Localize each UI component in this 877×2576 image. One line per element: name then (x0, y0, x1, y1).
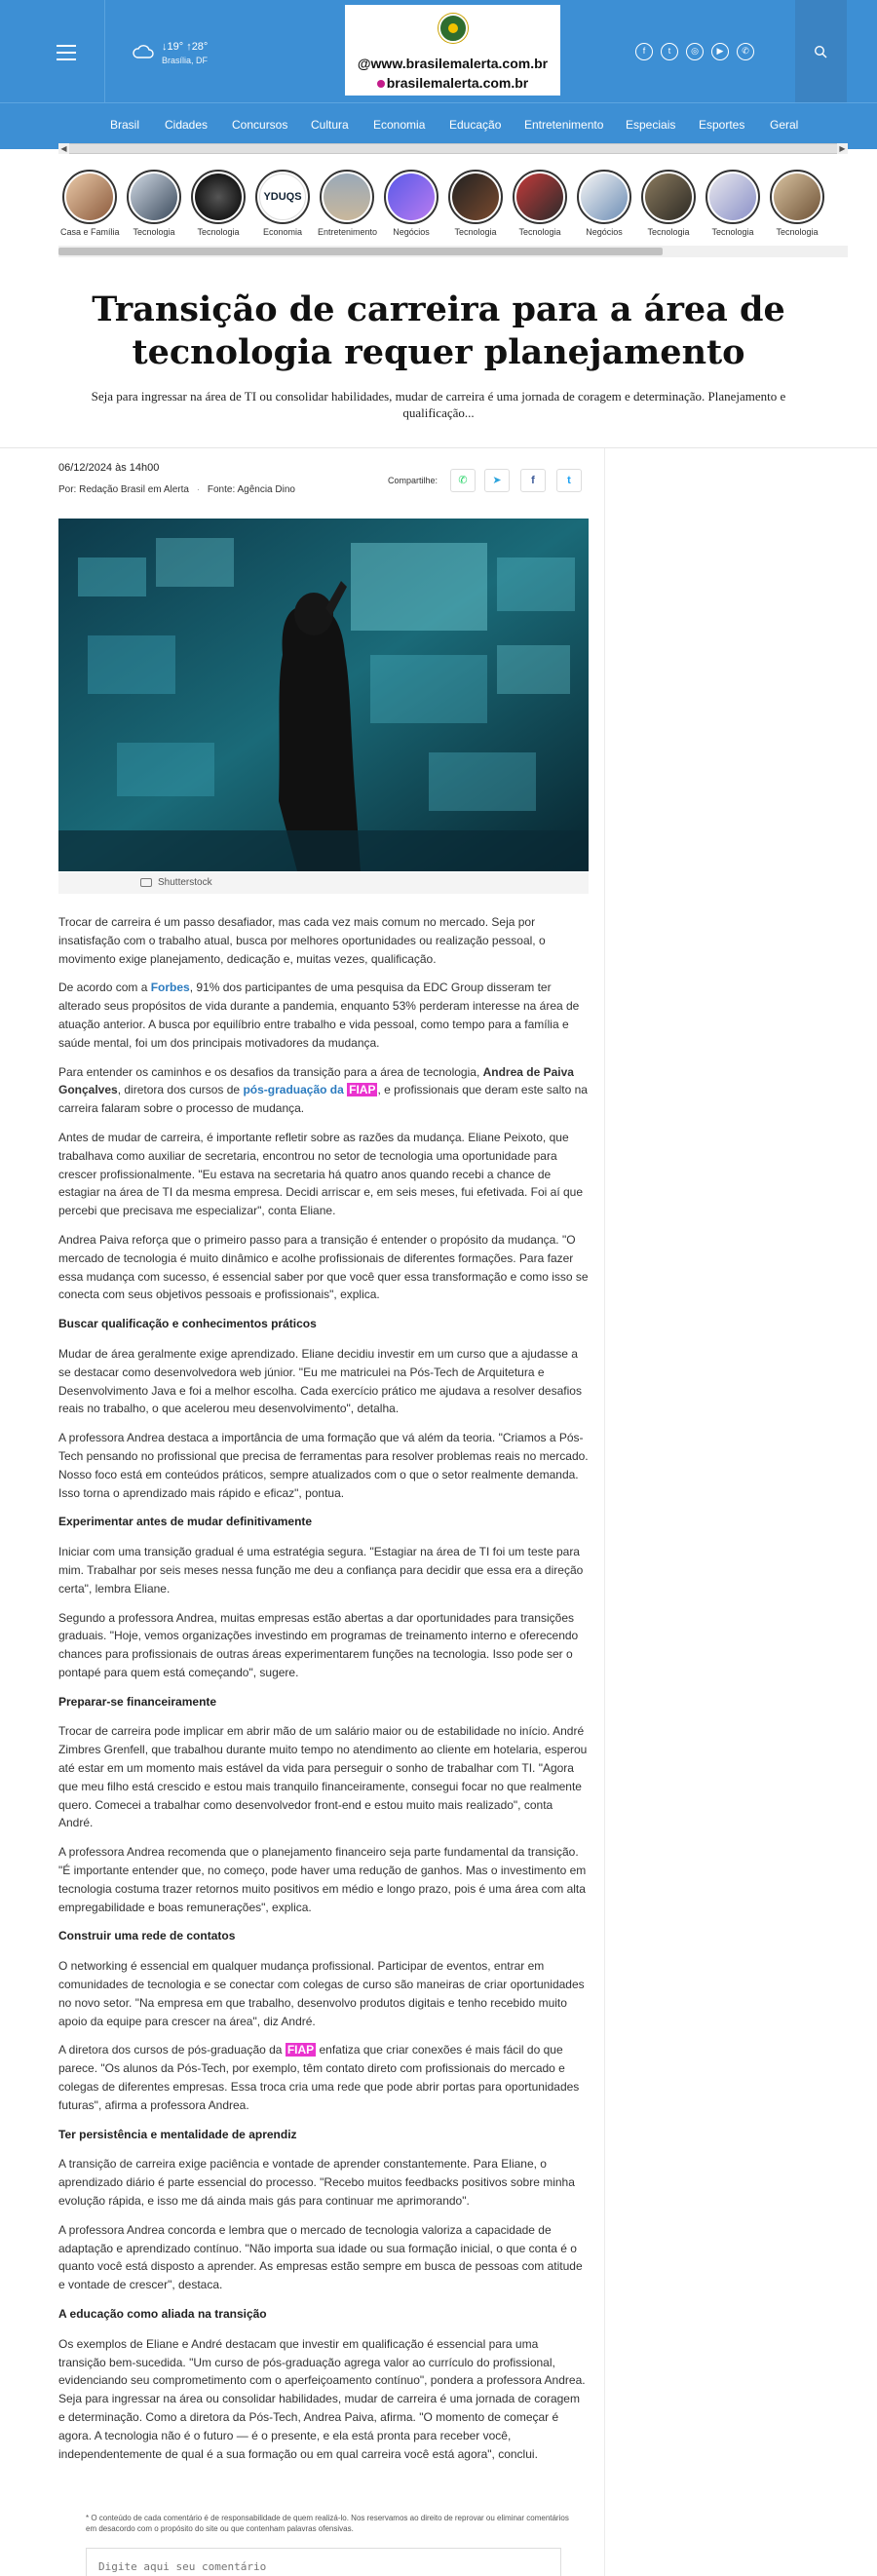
search-icon[interactable] (814, 45, 827, 58)
site-logo[interactable] (345, 5, 560, 96)
paragraph: A professora Andrea recomenda que o planejamento financeiro seja parte fundamental da transição. "É importante entender que, no começo, pode haver uma redução de ganhos. Mas o investimento em tecnologia costuma trazer retornos muito positivos em médio e longo prazo, pois é uma área com alta empregabilidade e boas remunerações", explica. (58, 1845, 587, 1914)
nav-item-geral[interactable]: Geral (770, 118, 799, 132)
section-heading: Preparar-se financeiramente (58, 1694, 217, 1709)
story-item[interactable]: Entretenimento (318, 170, 376, 237)
weather-temps: ↓19° ↑28° (162, 41, 209, 53)
paragraph: Para entender os caminhos e os desafios da transição para a área de tecnologia, Andrea de Paiva Gonçalves, diretora dos cursos de pós-graduação da FIAP , e profissionais que deram este salto na carreira falaram sobre o processo de mudança. (58, 1064, 588, 1116)
paragraph: Os exemplos de Eliane e André destacam que investir em qualificação é essencial para uma transição bem-sucedida. "Um curso de pós-graduação agrega valor ao currículo do profissional, evidenciando seu comprometimento com o aperfeiçoamento contínuo", pondera a professora Andrea. Seja para ingressar na área ou consolidar habilidades, mudar de carreira é uma jornada de coragem e determinação. Como a diretora da Pós-Tech, Andrea Paiva, afirma. "O momento de começar é agora. A tecnologia não é o futuro — é o presente, e ela está pronta para receber você, independentemente de qual é a sua formação ou em qual carreira você está agora", conclui. (58, 2336, 586, 2461)
paragraph: A transição de carreira exige paciência e vontade de aprender constantemente. Para Eliane, o aprendizado diário é parte essencial do processo. "Recebo muitos feedbacks positivos sobre minha evolução rápida, e isso me dá ainda mais gás para continuar me aprimorando". (58, 2157, 575, 2209)
sidebar-divider (604, 448, 605, 2576)
paragraph: Andrea Paiva reforça que o primeiro passo para a transição é entender o propósito da mudança. "O mercado de tecnologia é muito dinâmico e acolhe profissionais de diferentes formações. Para fazer essa mudança com sucesso, é essencial saber por que você quer essa transformação e como isso se conecta com seus objetivos pessoais e profissionais", explica. (58, 1232, 589, 1302)
story-item[interactable]: Casa e Família (60, 170, 119, 237)
story-item[interactable]: YDUQS Economia (253, 170, 312, 237)
top-header (0, 0, 877, 102)
forbes-link[interactable]: Forbes (150, 980, 190, 995)
facebook-share-icon[interactable]: f (520, 469, 546, 492)
search-area[interactable] (795, 0, 847, 102)
nav-item-esportes[interactable]: Esportes (699, 118, 745, 132)
paragraph: Mudar de área geralmente exige aprendizado. Eliane decidiu investir em um curso que a ajudasse a se destacar como desenvolvedora web júnior. "Eu me matriculei na Pós-Tech de Arquitetura e Desenvolvimento Java e foi a melhor escolha. Cada exercício prático me ajudava a resolver desafios reais no trabalho, o que acelerou meu desenvolvimento", detalha. (58, 1346, 582, 1416)
twitter-icon[interactable]: t (661, 43, 678, 60)
story-item[interactable]: Tecnologia (768, 170, 826, 237)
category-nav (0, 102, 877, 153)
nav-scrollbar[interactable] (58, 143, 848, 154)
hero-illustration (58, 519, 589, 871)
paragraph: Iniciar com uma transição gradual é uma estratégia segura. "Estagiar na área de TI foi um teste para mim. Trabalhar por seis meses nessa função me deu a confiança para decidir que essa era a direção certa", lembra Eliane. (58, 1545, 584, 1596)
logo-emblem (438, 14, 468, 43)
paragraph: A diretora dos cursos de pós-graduação da FIAP enfatiza que criar conexões é mais fácil do que parece. "Os alunos da Pós-Tech, por exemplo, têm contato direto com profissionais do mercado e colegas de diferentes empresas. Essa troca cria uma rede que pode abrir portas para oportunidades futuras", afirma a professora Andrea. (58, 2043, 580, 2112)
scrollbar-thumb[interactable] (58, 248, 663, 255)
nav-item-cultura[interactable]: Cultura (311, 118, 349, 132)
publish-date: 06/12/2024 às 14h00 (58, 462, 160, 474)
article-title: Transição de carreira para a área de tecnologia requer planejamento (92, 289, 785, 372)
telegram-share-icon[interactable]: ➤ (484, 469, 510, 492)
youtube-icon[interactable]: ▶ (711, 43, 729, 60)
story-item[interactable]: Tecnologia (639, 170, 698, 237)
story-item[interactable]: Negócios (575, 170, 633, 237)
logo-text-1: @www.brasilemalerta.com.br (357, 56, 549, 71)
whatsapp-icon[interactable]: ✆ (737, 43, 754, 60)
twitter-share-icon[interactable]: t (556, 469, 582, 492)
instagram-icon[interactable]: ◎ (686, 43, 704, 60)
share-label: Compartilhe: (388, 476, 438, 485)
section-heading: A educação como aliada na transição (58, 2307, 267, 2321)
author-name: Redação Brasil em Alerta (79, 484, 189, 495)
story-item[interactable]: Tecnologia (189, 170, 248, 237)
camera-icon (140, 878, 152, 887)
comment-box[interactable] (86, 2548, 561, 2576)
source-name: Agência Dino (237, 484, 295, 495)
section-heading: Ter persistência e mentalidade de aprendiz (58, 2127, 297, 2141)
article-body (58, 913, 589, 2474)
paragraph: O networking é essencial em qualquer mudança profissional. Participar de eventos, entrar em comunidades de tecnologia e se conectar com colegas de curso são maneiras de criar oportunidades no novo setor. "Na empresa em que trabalho, desenvolvo produtos digitais e tenho recebido muito apoio da equipe para crescer na área", diz André. (58, 1959, 585, 2028)
section-heading: Experimentar antes de mudar definitivamente (58, 1515, 313, 1529)
article-subtitle: Seja para ingressar na área de TI ou consolidar habilidades, mudar de carreira é uma jornada de coragem e determinação. Planejamento e qualificação... (91, 389, 786, 420)
scroll-right-icon[interactable]: ▶ (837, 143, 848, 154)
pos-graduacao-link[interactable]: pós-graduação da (243, 1083, 344, 1097)
menu-icon[interactable] (57, 45, 76, 60)
paragraph: De acordo com a Forbes, 91% dos participantes de uma pesquisa da EDC Group disseram ter alterado seus propósitos de vida durante a pandemia, enquanto 53% perderam interesse na área de atuação anterior. A busca por equilíbrio entre trabalho e vida pessoal, como tempo para a família e saúde mental, foi um dos principais motivadores da mudança. (58, 980, 580, 1050)
story-item[interactable]: Tecnologia (704, 170, 762, 237)
paragraph: A professora Andrea concorda e lembra que o mercado de tecnologia valoriza a capacidade de adaptação e aprendizado contínuo. "Não importa sua idade ou sua formação inicial, o que conta é o quanto você está disposto a aprender. As empresas estão sempre em busca de pessoas com atitude e vontade de crescer", destaca. (58, 2222, 583, 2292)
nav-item-cidades[interactable]: Cidades (165, 118, 209, 132)
paragraph: Trocar de carreira é um passo desafiador, mas cada vez mais comum no mercado. Seja por insatisfação com o trabalho atual, busca por melhores oportunidades ou realização pessoal, o movimento exige planejamento, dedicação e, muitas vezes, qualificação. (58, 915, 546, 966)
story-item[interactable]: Negócios (382, 170, 440, 237)
comments-notice: * O conteúdo de cada comentário é de responsabilidade de quem realizá-lo. Nos reservamos ao direito de reprovar ou eliminar comentários em desacordo com o propósito do site ou que contenham palavras ofensivas. (86, 2514, 569, 2533)
cloud-icon (133, 45, 154, 58)
story-item[interactable]: Tecnologia (511, 170, 569, 237)
paragraph: A professora Andrea destaca a importância de uma formação que vá além da teoria. "Criamos a Pós-Tech pensando no profissional que precisa de ferramentas para resolver problemas reais no mercado. Nosso foco está em conteúdos práticos, sempre atualizados com o que o setor realmente demanda. Isso torna o aprendizado mais rápido e eficaz", pontua. (58, 1431, 589, 1500)
nav-item-brasil[interactable]: Brasil (110, 118, 140, 132)
whatsapp-share-icon[interactable]: ✆ (450, 469, 476, 492)
paragraph: Antes de mudar de carreira, é importante refletir sobre as razões da mudança. Eliane Peixoto, que trabalhava como auxiliar de secretaria, encontrou no setor de tecnologia uma oportunidade para crescer profissionalmente. "Eu estava na secretaria há quatro anos quando recebi a chance de estagiar na área de TI da mesma empresa. Decidi arriscar e, em seis meses, fui efetivada. Foi aí que percebi que precisava me especializar", conta Eliane. (58, 1130, 584, 1218)
story-item[interactable]: Tecnologia (125, 170, 183, 237)
stories-scrollbar[interactable] (58, 246, 848, 257)
paragraph: Trocar de carreira pode implicar em abrir mão de um salário maior ou de estabilidade no início. André Zimbres Grenfell, que trabalhou durante muito tempo no atendimento ao cliente em hotelaria, esperou até estar em um momento mais estável da vida para perseguir o sonho de trabalhar com TI. "Agora que meu filho está crescido e estou mais tranquilo financeiramente, consegui focar no que realmente quero. Comecei a trabalhar como desenvolvedor front-end e estou muito mais realizado", conta André. (58, 1724, 588, 1830)
image-caption: Shutterstock (58, 872, 589, 894)
byline: Por: Redação Brasil em Alerta · Fonte: Agência Dino (58, 484, 295, 495)
comment-input[interactable] (98, 2560, 547, 2573)
fiap-link[interactable]: FIAP (349, 1083, 376, 1097)
weather-city: Brasília, DF (162, 56, 209, 65)
nav-item-entretenimento[interactable]: Entretenimento (524, 118, 604, 132)
nav-item-economia[interactable]: Economia (373, 118, 426, 132)
logo-text-2: brasilemalerta.com.br (345, 75, 560, 91)
stories-carousel (58, 166, 848, 244)
section-heading: Construir uma rede de contatos (58, 1929, 236, 1943)
facebook-icon[interactable]: f (635, 43, 653, 60)
nav-item-especiais[interactable]: Especiais (626, 118, 676, 132)
nav-item-concursos[interactable]: Concursos (232, 118, 288, 132)
hero-image (58, 519, 589, 871)
header-divider (104, 0, 105, 102)
paragraph: Segundo a professora Andrea, muitas empresas estão abertas a dar oportunidades para transições graduais. "Hoje, vemos organizações investindo em programas de treinamento interno e oferecendo chances para profissionais de outras áreas experimentarem funções na tecnologia. Isso pode ser o pontapé para quem está começando", sugere. (58, 1610, 579, 1679)
fiap-link[interactable]: FIAP (286, 2043, 315, 2057)
section-heading: Buscar qualificação e conhecimentos práticos (58, 1317, 317, 1331)
divider (0, 447, 877, 448)
nav-item-educacao[interactable]: Educação (449, 118, 502, 132)
scroll-left-icon[interactable]: ◀ (58, 143, 69, 154)
story-item[interactable]: Tecnologia (446, 170, 505, 237)
